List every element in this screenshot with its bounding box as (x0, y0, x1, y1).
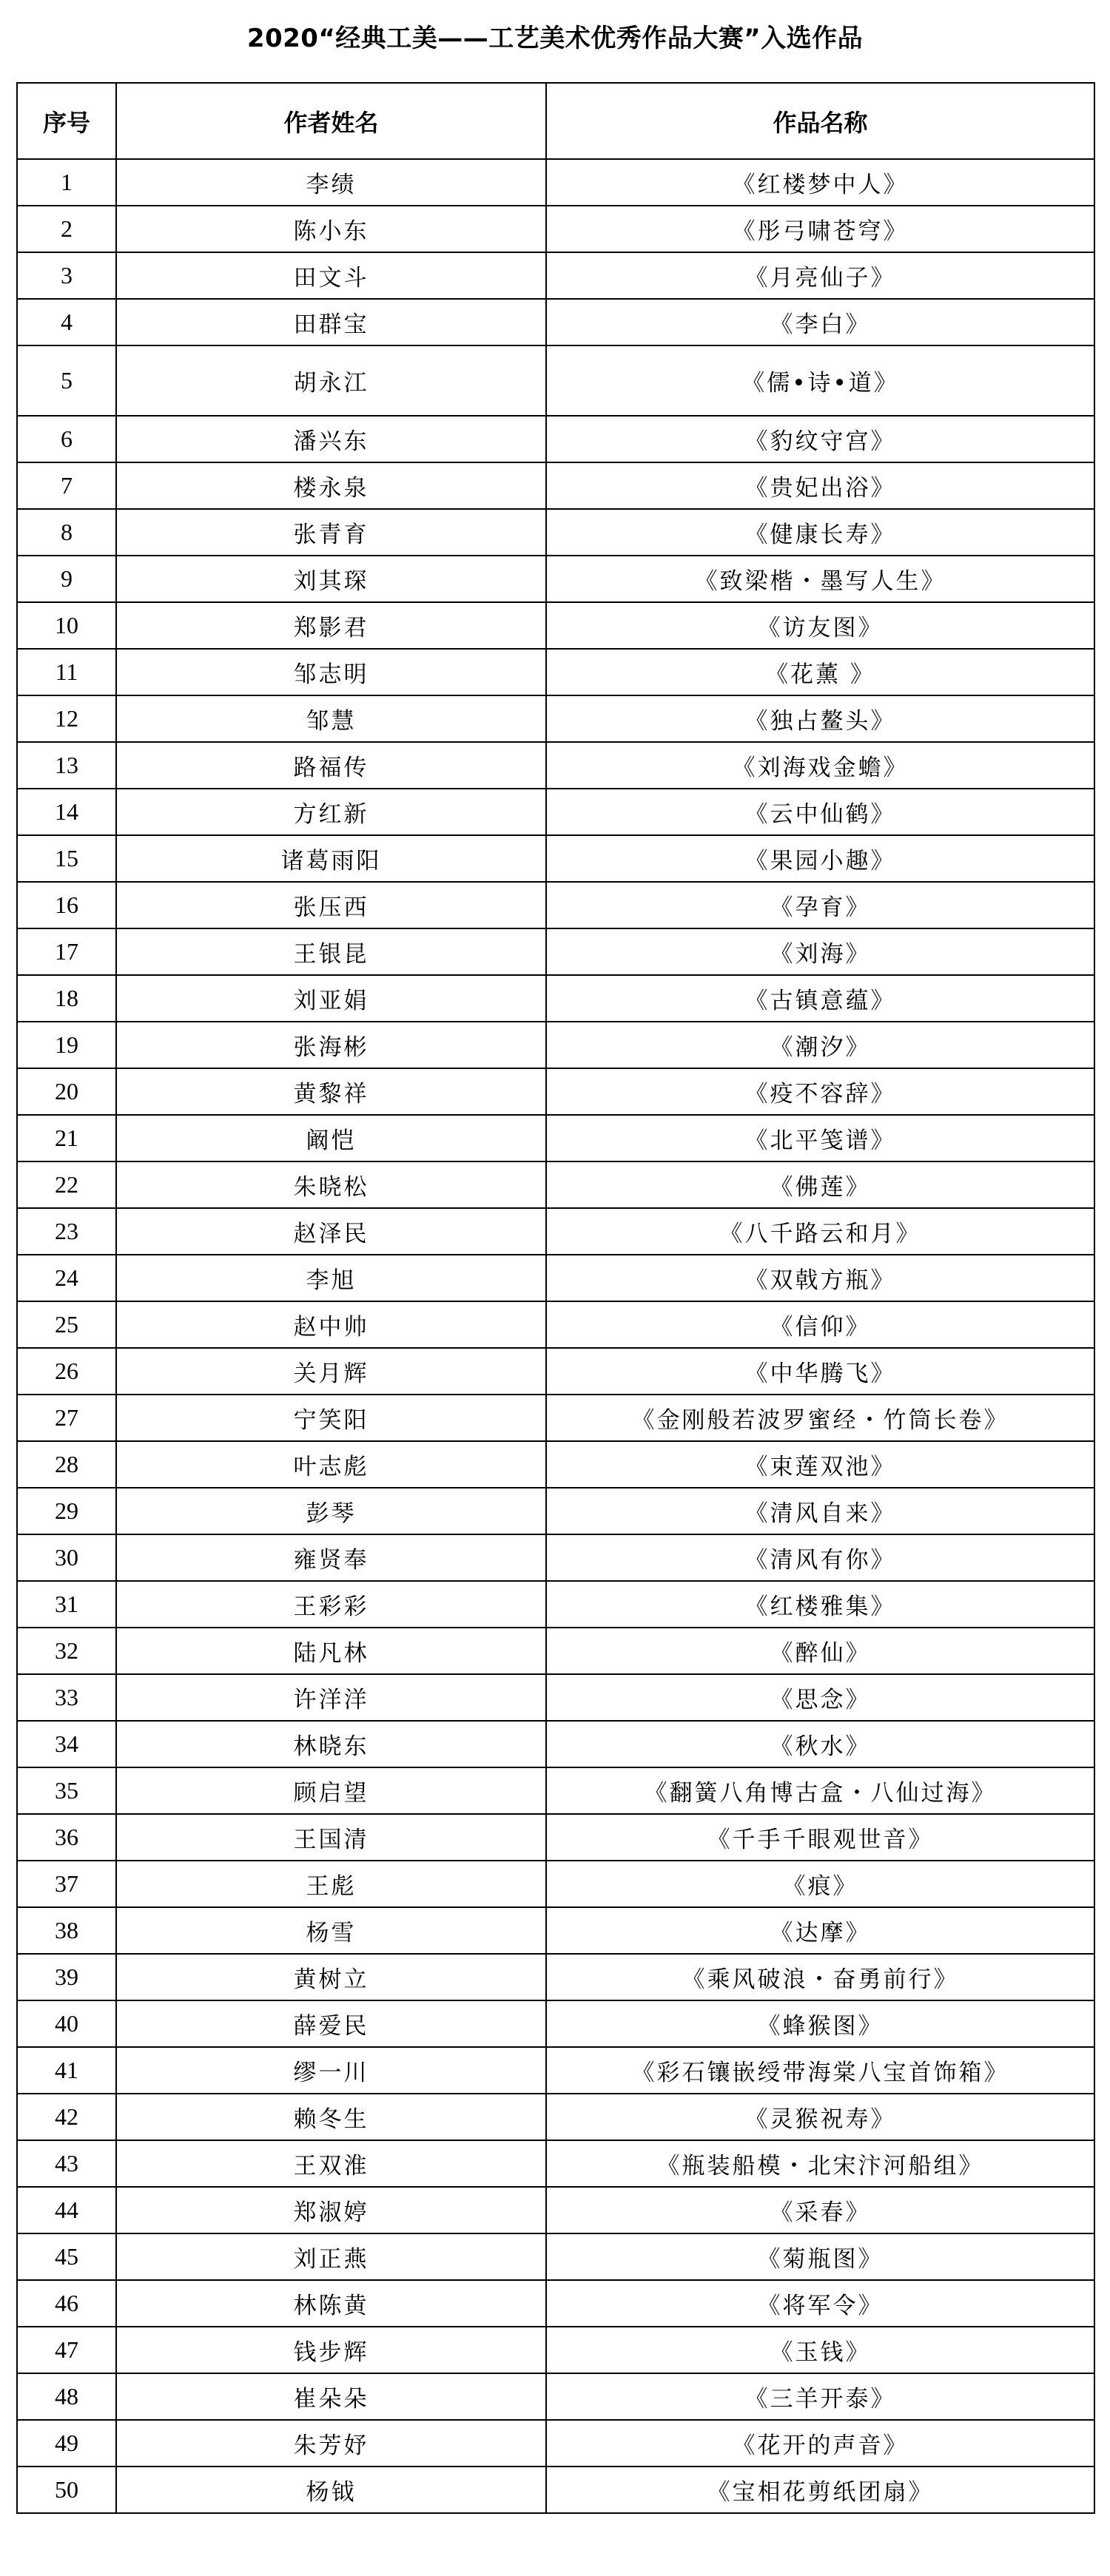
work-title: 《翻簧八角博古盒・八仙过海》 (546, 1767, 1094, 1814)
work-title: 《果园小趣》 (546, 835, 1094, 882)
author-name: 李绩 (116, 159, 546, 206)
table-row (17, 1208, 1094, 1255)
row-number: 36 (17, 1814, 116, 1861)
row-number: 50 (17, 2467, 116, 2513)
table-row (17, 2280, 1094, 2327)
row-number: 34 (17, 1721, 116, 1767)
author-name: 王彪 (116, 1861, 546, 1907)
author-name: 缪一川 (116, 2047, 546, 2094)
work-title: 《李白》 (546, 299, 1094, 345)
work-title: 《致梁楷・墨写人生》 (546, 556, 1094, 602)
work-title: 《醉仙》 (546, 1628, 1094, 1674)
work-title: 《健康长寿》 (546, 509, 1094, 556)
table-row (17, 206, 1094, 252)
row-number: 20 (17, 1068, 116, 1115)
work-title: 《中华腾飞》 (546, 1348, 1094, 1395)
work-title: 《独占鳌头》 (546, 695, 1094, 742)
work-title: 《清风有你》 (546, 1534, 1094, 1581)
work-title: 《束莲双池》 (546, 1441, 1094, 1488)
work-title: 《瓶装船模・北宋汴河船组》 (546, 2140, 1094, 2187)
author-name: 郑影君 (116, 602, 546, 649)
work-title: 《疫不容辞》 (546, 1068, 1094, 1115)
author-name: 路福传 (116, 742, 546, 789)
row-number: 6 (17, 416, 116, 462)
work-title: 《痕》 (546, 1861, 1094, 1907)
table-row (17, 1628, 1094, 1674)
author-name: 李旭 (116, 1255, 546, 1301)
table-row (17, 2094, 1094, 2140)
author-name: 顾启望 (116, 1767, 546, 1814)
work-title: 《将军令》 (546, 2280, 1094, 2327)
work-title: 《清风自来》 (546, 1488, 1094, 1534)
row-number: 33 (17, 1674, 116, 1721)
header-work: 作品名称 (546, 83, 1094, 159)
author-name: 刘亚娟 (116, 975, 546, 1022)
table-row (17, 1301, 1094, 1348)
author-name: 叶志彪 (116, 1441, 546, 1488)
work-title: 《彩石镶嵌绶带海棠八宝首饰箱》 (546, 2047, 1094, 2094)
entries-table (16, 82, 1095, 2514)
author-name: 邹慧 (116, 695, 546, 742)
author-name: 杨雪 (116, 1907, 546, 1954)
author-name: 阚恺 (116, 1115, 546, 1161)
table-row (17, 1441, 1094, 1488)
work-title: 《双戟方瓶》 (546, 1255, 1094, 1301)
table-row (17, 975, 1094, 1022)
row-number: 45 (17, 2233, 116, 2280)
row-number: 22 (17, 1161, 116, 1208)
row-number: 14 (17, 789, 116, 835)
row-number: 31 (17, 1581, 116, 1628)
author-name: 林陈黄 (116, 2280, 546, 2327)
work-title: 《佛莲》 (546, 1161, 1094, 1208)
work-title: 《红楼雅集》 (546, 1581, 1094, 1628)
author-name: 王银昆 (116, 928, 546, 975)
work-title: 《儒•诗•道》 (546, 345, 1094, 416)
table-row (17, 416, 1094, 462)
row-number: 49 (17, 2420, 116, 2467)
table-row (17, 509, 1094, 556)
work-title: 《刘海》 (546, 928, 1094, 975)
row-number: 7 (17, 462, 116, 509)
table-row (17, 1954, 1094, 2000)
work-title: 《贵妃出浴》 (546, 462, 1094, 509)
table-row (17, 1861, 1094, 1907)
table-body (17, 159, 1094, 2513)
table-row (17, 2000, 1094, 2047)
author-name: 黄黎祥 (116, 1068, 546, 1115)
table-row (17, 2327, 1094, 2373)
author-name: 陆凡林 (116, 1628, 546, 1674)
table-row (17, 742, 1094, 789)
work-title: 《豹纹守宫》 (546, 416, 1094, 462)
row-number: 5 (17, 345, 116, 416)
table-row (17, 345, 1094, 416)
table-row (17, 2140, 1094, 2187)
work-title: 《乘风破浪・奋勇前行》 (546, 1954, 1094, 2000)
table-row (17, 835, 1094, 882)
table-row (17, 882, 1094, 928)
work-title: 《古镇意蕴》 (546, 975, 1094, 1022)
author-name: 陈小东 (116, 206, 546, 252)
table-row (17, 1068, 1094, 1115)
row-number: 46 (17, 2280, 116, 2327)
row-number: 25 (17, 1301, 116, 1348)
table-row (17, 556, 1094, 602)
author-name: 钱步辉 (116, 2327, 546, 2373)
work-title: 《刘海戏金蟾》 (546, 742, 1094, 789)
row-number: 35 (17, 1767, 116, 1814)
author-name: 赖冬生 (116, 2094, 546, 2140)
table-row (17, 1534, 1094, 1581)
row-number: 4 (17, 299, 116, 345)
row-number: 10 (17, 602, 116, 649)
author-name: 潘兴东 (116, 416, 546, 462)
author-name: 田群宝 (116, 299, 546, 345)
table-row (17, 1395, 1094, 1441)
table-row (17, 2187, 1094, 2233)
author-name: 方红新 (116, 789, 546, 835)
row-number: 43 (17, 2140, 116, 2187)
table-row (17, 1022, 1094, 1068)
work-title: 《思念》 (546, 1674, 1094, 1721)
author-name: 宁笑阳 (116, 1395, 546, 1441)
author-name: 赵中帅 (116, 1301, 546, 1348)
work-title: 《彤弓啸苍穹》 (546, 206, 1094, 252)
row-number: 9 (17, 556, 116, 602)
table-row (17, 159, 1094, 206)
table-row (17, 1115, 1094, 1161)
work-title: 《访友图》 (546, 602, 1094, 649)
author-name: 雍贤奉 (116, 1534, 546, 1581)
author-name: 张青育 (116, 509, 546, 556)
table-row (17, 649, 1094, 695)
table-row (17, 1721, 1094, 1767)
row-number: 37 (17, 1861, 116, 1907)
work-title: 《孕育》 (546, 882, 1094, 928)
row-number: 11 (17, 649, 116, 695)
author-name: 彭琴 (116, 1488, 546, 1534)
table-row (17, 2233, 1094, 2280)
row-number: 32 (17, 1628, 116, 1674)
table-row (17, 462, 1094, 509)
work-title: 《信仰》 (546, 1301, 1094, 1348)
author-name: 邹志明 (116, 649, 546, 695)
row-number: 17 (17, 928, 116, 975)
work-title: 《宝相花剪纸团扇》 (546, 2467, 1094, 2513)
work-title: 《花薰 》 (546, 649, 1094, 695)
table-row (17, 2420, 1094, 2467)
author-name: 薛爱民 (116, 2000, 546, 2047)
author-name: 郑淑婷 (116, 2187, 546, 2233)
page-title: 2020“经典工美——工艺美术优秀作品大赛”入选作品 (246, 24, 864, 53)
row-number: 8 (17, 509, 116, 556)
table-row (17, 1907, 1094, 1954)
row-number: 42 (17, 2094, 116, 2140)
row-number: 29 (17, 1488, 116, 1534)
work-title: 《蜂猴图》 (546, 2000, 1094, 2047)
author-name: 朱晓松 (116, 1161, 546, 1208)
row-number: 15 (17, 835, 116, 882)
row-number: 47 (17, 2327, 116, 2373)
row-number: 26 (17, 1348, 116, 1395)
work-title: 《三羊开泰》 (546, 2373, 1094, 2420)
row-number: 38 (17, 1907, 116, 1954)
work-title: 《金刚般若波罗蜜经・竹筒长卷》 (546, 1395, 1094, 1441)
row-number: 16 (17, 882, 116, 928)
work-title: 《采春》 (546, 2187, 1094, 2233)
author-name: 崔朵朵 (116, 2373, 546, 2420)
table-header-row (17, 83, 1094, 159)
work-title: 《达摩》 (546, 1907, 1094, 1954)
row-number: 12 (17, 695, 116, 742)
work-title: 《玉钱》 (546, 2327, 1094, 2373)
row-number: 40 (17, 2000, 116, 2047)
row-number: 48 (17, 2373, 116, 2420)
row-number: 21 (17, 1115, 116, 1161)
row-number: 30 (17, 1534, 116, 1581)
work-title: 《潮汐》 (546, 1022, 1094, 1068)
author-name: 王国清 (116, 1814, 546, 1861)
row-number: 41 (17, 2047, 116, 2094)
author-name: 杨钺 (116, 2467, 546, 2513)
author-name: 张压西 (116, 882, 546, 928)
row-number: 24 (17, 1255, 116, 1301)
table-row (17, 1674, 1094, 1721)
table-row (17, 1767, 1094, 1814)
table-row (17, 602, 1094, 649)
row-number: 27 (17, 1395, 116, 1441)
work-title: 《红楼梦中人》 (546, 159, 1094, 206)
author-name: 刘正燕 (116, 2233, 546, 2280)
table-row (17, 252, 1094, 299)
author-name: 楼永泉 (116, 462, 546, 509)
author-name: 许洋洋 (116, 1674, 546, 1721)
table-row (17, 1488, 1094, 1534)
row-number: 23 (17, 1208, 116, 1255)
author-name: 田文斗 (116, 252, 546, 299)
work-title: 《花开的声音》 (546, 2420, 1094, 2467)
work-title: 《北平笺谱》 (546, 1115, 1094, 1161)
author-name: 胡永江 (116, 345, 546, 416)
table-row (17, 299, 1094, 345)
work-title: 《秋水》 (546, 1721, 1094, 1767)
author-name: 赵泽民 (116, 1208, 546, 1255)
work-title: 《月亮仙子》 (546, 252, 1094, 299)
row-number: 1 (17, 159, 116, 206)
row-number: 13 (17, 742, 116, 789)
row-number: 2 (17, 206, 116, 252)
table-row (17, 2467, 1094, 2513)
header-author: 作者姓名 (116, 83, 546, 159)
table-row (17, 1348, 1094, 1395)
author-name: 朱芳妤 (116, 2420, 546, 2467)
author-name: 林晓东 (116, 1721, 546, 1767)
table-row (17, 2373, 1094, 2420)
author-name: 黄树立 (116, 1954, 546, 2000)
work-title: 《云中仙鹤》 (546, 789, 1094, 835)
table-row (17, 928, 1094, 975)
work-title: 《灵猴祝寿》 (546, 2094, 1094, 2140)
table-row (17, 695, 1094, 742)
table-row (17, 2047, 1094, 2094)
table-row (17, 1161, 1094, 1208)
row-number: 39 (17, 1954, 116, 2000)
row-number: 44 (17, 2187, 116, 2233)
author-name: 关月辉 (116, 1348, 546, 1395)
author-name: 刘其琛 (116, 556, 546, 602)
work-title: 《菊瓶图》 (546, 2233, 1094, 2280)
header-number: 序号 (17, 83, 116, 159)
row-number: 18 (17, 975, 116, 1022)
author-name: 王双淮 (116, 2140, 546, 2187)
table-row (17, 1581, 1094, 1628)
author-name: 王彩彩 (116, 1581, 546, 1628)
work-title: 《八千路云和月》 (546, 1208, 1094, 1255)
row-number: 3 (17, 252, 116, 299)
row-number: 19 (17, 1022, 116, 1068)
table-row (17, 789, 1094, 835)
row-number: 28 (17, 1441, 116, 1488)
author-name: 诸葛雨阳 (116, 835, 546, 882)
work-title: 《千手千眼观世音》 (546, 1814, 1094, 1861)
table-row (17, 1255, 1094, 1301)
table-row (17, 1814, 1094, 1861)
author-name: 张海彬 (116, 1022, 546, 1068)
